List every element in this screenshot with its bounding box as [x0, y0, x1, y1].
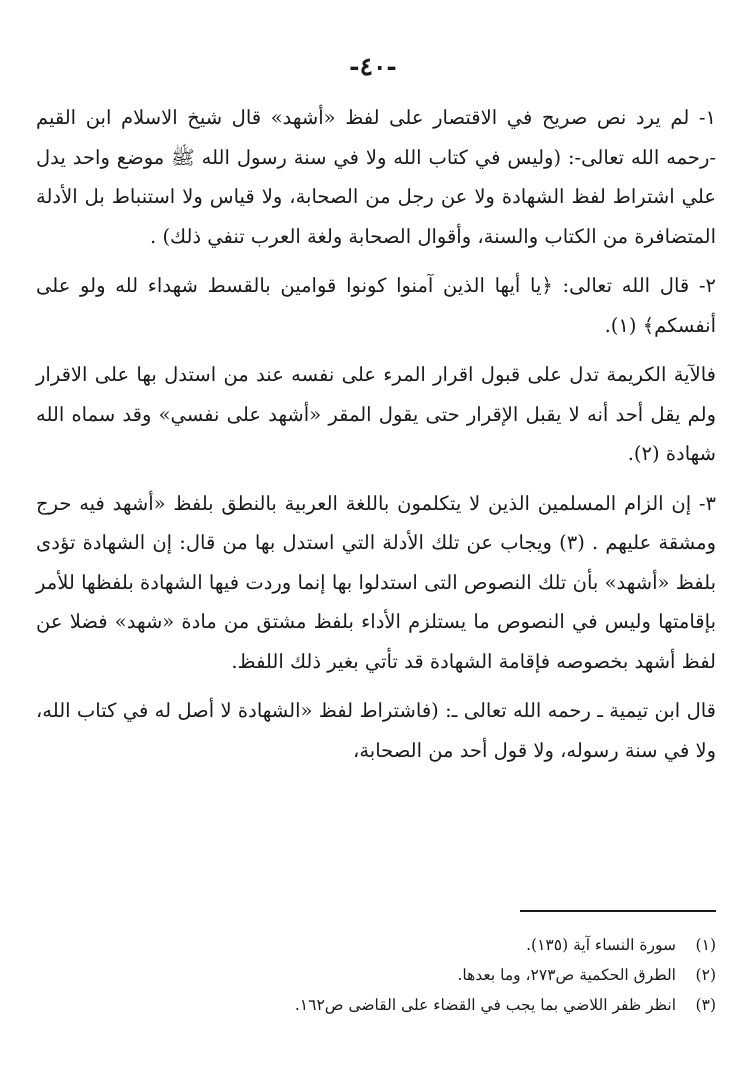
paragraph-4: ٣- إن الزام المسلمين الذين لا يتكلمون باللغة العربية بالنطق بلفظ «أشهد فيه حرج ومشقة عليهم . (٣) ويجاب عن تلك الأدلة التي استدل بها من قال: إن الشهادة تؤدى بلفظ «أشهد» بأن تلك النصوص التى استدلوا بها إنما وردت فيها الشهادة بلفظها للأمر بإقامتها وليس في النصوص ما يستلزم الأداء بلفظ مشتق من مادة «شهد» فضلا عن لفظ أشهد بخصوصه فإقامة الشهادة قد تأتي بغير ذلك اللفظ.: [36, 491, 717, 673]
paragraph-1: ١- لم يرد نص صريح في الاقتصار على لفظ «أشهد» قال شيخ الاسلام ابن القيم -رحمه الله تعالى-: (وليس في كتاب الله ولا في سنة رسول الله ﷺ موضع واحد يدل علي اشتراط لفظ الشهادة ولا عن رجل من الصحابة، ولا قياس ولا استنباط بل الأدلة المتضافرة من الكتاب والسنة، وأقوال الصحابة ولغة العرب تنفي ذلك) .: [36, 106, 716, 248]
footnote-text: سورة النساء آية (١٣٥).: [526, 936, 676, 954]
paragraph-3: فالآية الكريمة تدل على قبول اقرار المرء على نفسه عند من استدل بها على الاقرار ولم يقل أحد أنه لا يقبل الإقرار حتى يقول المقر «أشهد على نفسي» وقد سماه الله شهادة (٢).: [36, 363, 716, 465]
footnote-2: [36, 960, 716, 990]
footnotes: [36, 930, 716, 1020]
footnote-text: الطرق الحكمية ص٢٧٣، وما بعدها.: [457, 966, 676, 984]
footnote-number: (٣): [695, 996, 716, 1014]
body-text: [36, 98, 716, 774]
footnote-1: [36, 930, 716, 960]
footnote-text: انظر ظفر اللاضي بما يجب في القضاء على القاضى ص١٦٢.: [294, 996, 676, 1014]
paragraph-2: ٢- قال الله تعالى: ﴿يا أيها الذين آمنوا كونوا قوامين بالقسط شهداء لله ولو على أنفسكم﴾ (١).: [36, 274, 716, 337]
footnote-divider: [520, 910, 716, 912]
footnote-3: [36, 990, 716, 1020]
paragraph-5: قال ابن تيمية ـ رحمه الله تعالى ـ: (فاشتراط لفظ «الشهادة لا أصل له في كتاب الله، ولا في سنة رسوله، ولا قول أحد من الصحابة،: [36, 699, 716, 762]
footnote-number: (٢): [695, 966, 716, 984]
page-number: -٤٠-: [349, 52, 397, 81]
footnote-number: (١): [695, 936, 716, 954]
